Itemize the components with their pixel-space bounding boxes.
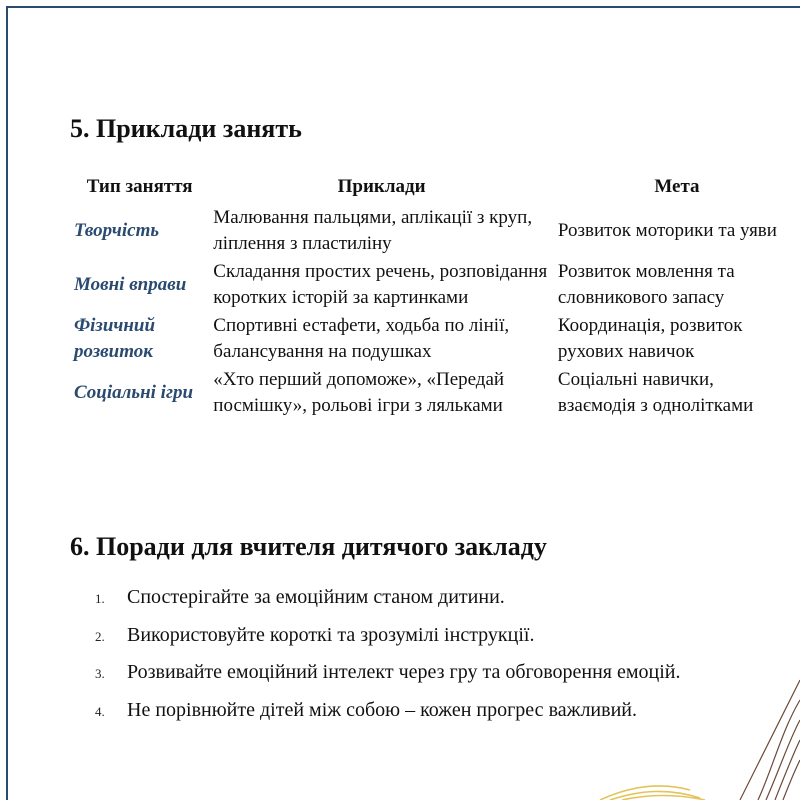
lesson-examples-cell: Складання простих речень, розповідання коротких історій за картинками bbox=[213, 261, 548, 308]
table-row bbox=[70, 312, 800, 366]
list-item-text: Не порівнюйте дітей між собою – кожен прогрес важливий. bbox=[127, 698, 637, 721]
lesson-goal-cell: Координація, розвиток рухових навичок bbox=[557, 315, 743, 362]
section-title-teacher-tips: 6. Поради для вчителя дитячого закладу bbox=[70, 532, 547, 561]
list-item bbox=[95, 699, 681, 737]
list-item bbox=[95, 586, 681, 624]
teacher-tips-list bbox=[95, 586, 681, 736]
column-header-type: Тип заняття bbox=[86, 176, 193, 197]
list-item-number: 4. bbox=[95, 703, 105, 719]
lesson-examples-cell: «Хто перший допоможе», «Передай посмішку», рольові ігри з ляльками bbox=[213, 369, 505, 416]
table-row bbox=[70, 204, 800, 258]
list-item-number: 2. bbox=[95, 628, 105, 644]
lesson-type-cell: Соціальні ігри bbox=[74, 382, 194, 403]
lesson-type-cell: Фізичний розвиток bbox=[74, 315, 156, 362]
table-header-row bbox=[70, 172, 800, 204]
list-item-text: Розвивайте емоційний інтелект через гру та обговорення емоцій. bbox=[127, 661, 681, 683]
lesson-examples-cell: Малювання пальцями, аплікації з круп, ліплення з пластиліну bbox=[213, 207, 533, 254]
list-item-text: Спостерігайте за емоційним станом дитини. bbox=[127, 586, 505, 608]
lesson-examples-table bbox=[70, 172, 800, 420]
column-header-examples: Приклади bbox=[337, 176, 426, 197]
lesson-goal-cell: Розвиток мовлення та словникового запасу bbox=[557, 261, 735, 308]
list-item-text: Використовуйте короткі та зрозумілі інструкції. bbox=[127, 623, 535, 646]
table-row bbox=[70, 366, 800, 420]
lesson-examples-cell: Спортивні естафети, ходьба по лінії, балансування на подушках bbox=[213, 315, 510, 362]
column-header-goal: Мета bbox=[654, 176, 700, 197]
lesson-type-cell: Мовні вправи bbox=[74, 274, 187, 295]
section-title-lessons: 5. Приклади занять bbox=[70, 114, 302, 143]
lesson-goal-cell: Соціальні навички, взаємодія з однолітками bbox=[557, 369, 754, 416]
lesson-goal-cell: Розвиток моторики та уяви bbox=[557, 220, 777, 241]
list-item bbox=[95, 624, 681, 662]
lesson-type-cell: Творчість bbox=[74, 220, 160, 241]
list-item-number: 1. bbox=[95, 591, 105, 606]
list-item bbox=[95, 661, 681, 699]
table-row bbox=[70, 258, 800, 312]
list-item-number: 3. bbox=[95, 666, 105, 681]
